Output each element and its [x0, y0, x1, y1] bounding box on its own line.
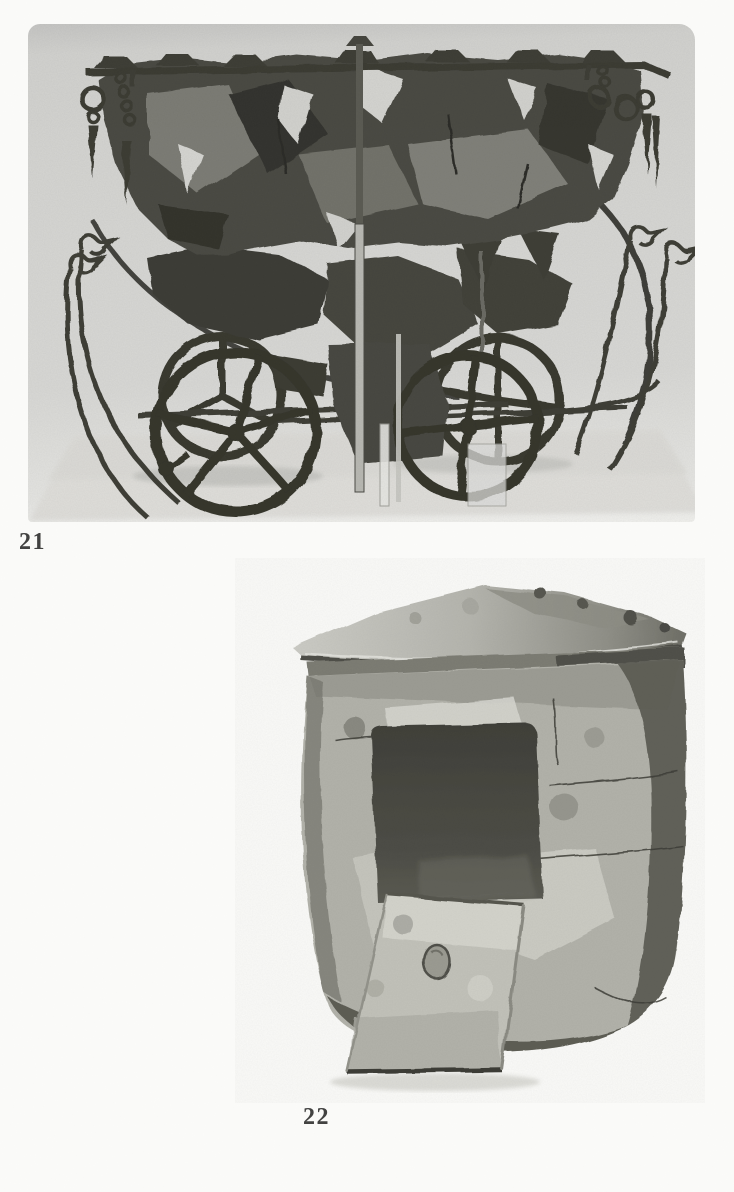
cult-wagon-photo	[28, 24, 695, 522]
photo-grain	[235, 558, 705, 1103]
figure-22-caption: 22	[303, 1104, 330, 1130]
figure-21-caption: 21	[19, 529, 46, 555]
photo-grain	[28, 24, 695, 522]
house-urn-photo	[235, 558, 705, 1103]
house-urn-illustration	[235, 558, 705, 1103]
cult-wagon-illustration	[28, 24, 695, 522]
